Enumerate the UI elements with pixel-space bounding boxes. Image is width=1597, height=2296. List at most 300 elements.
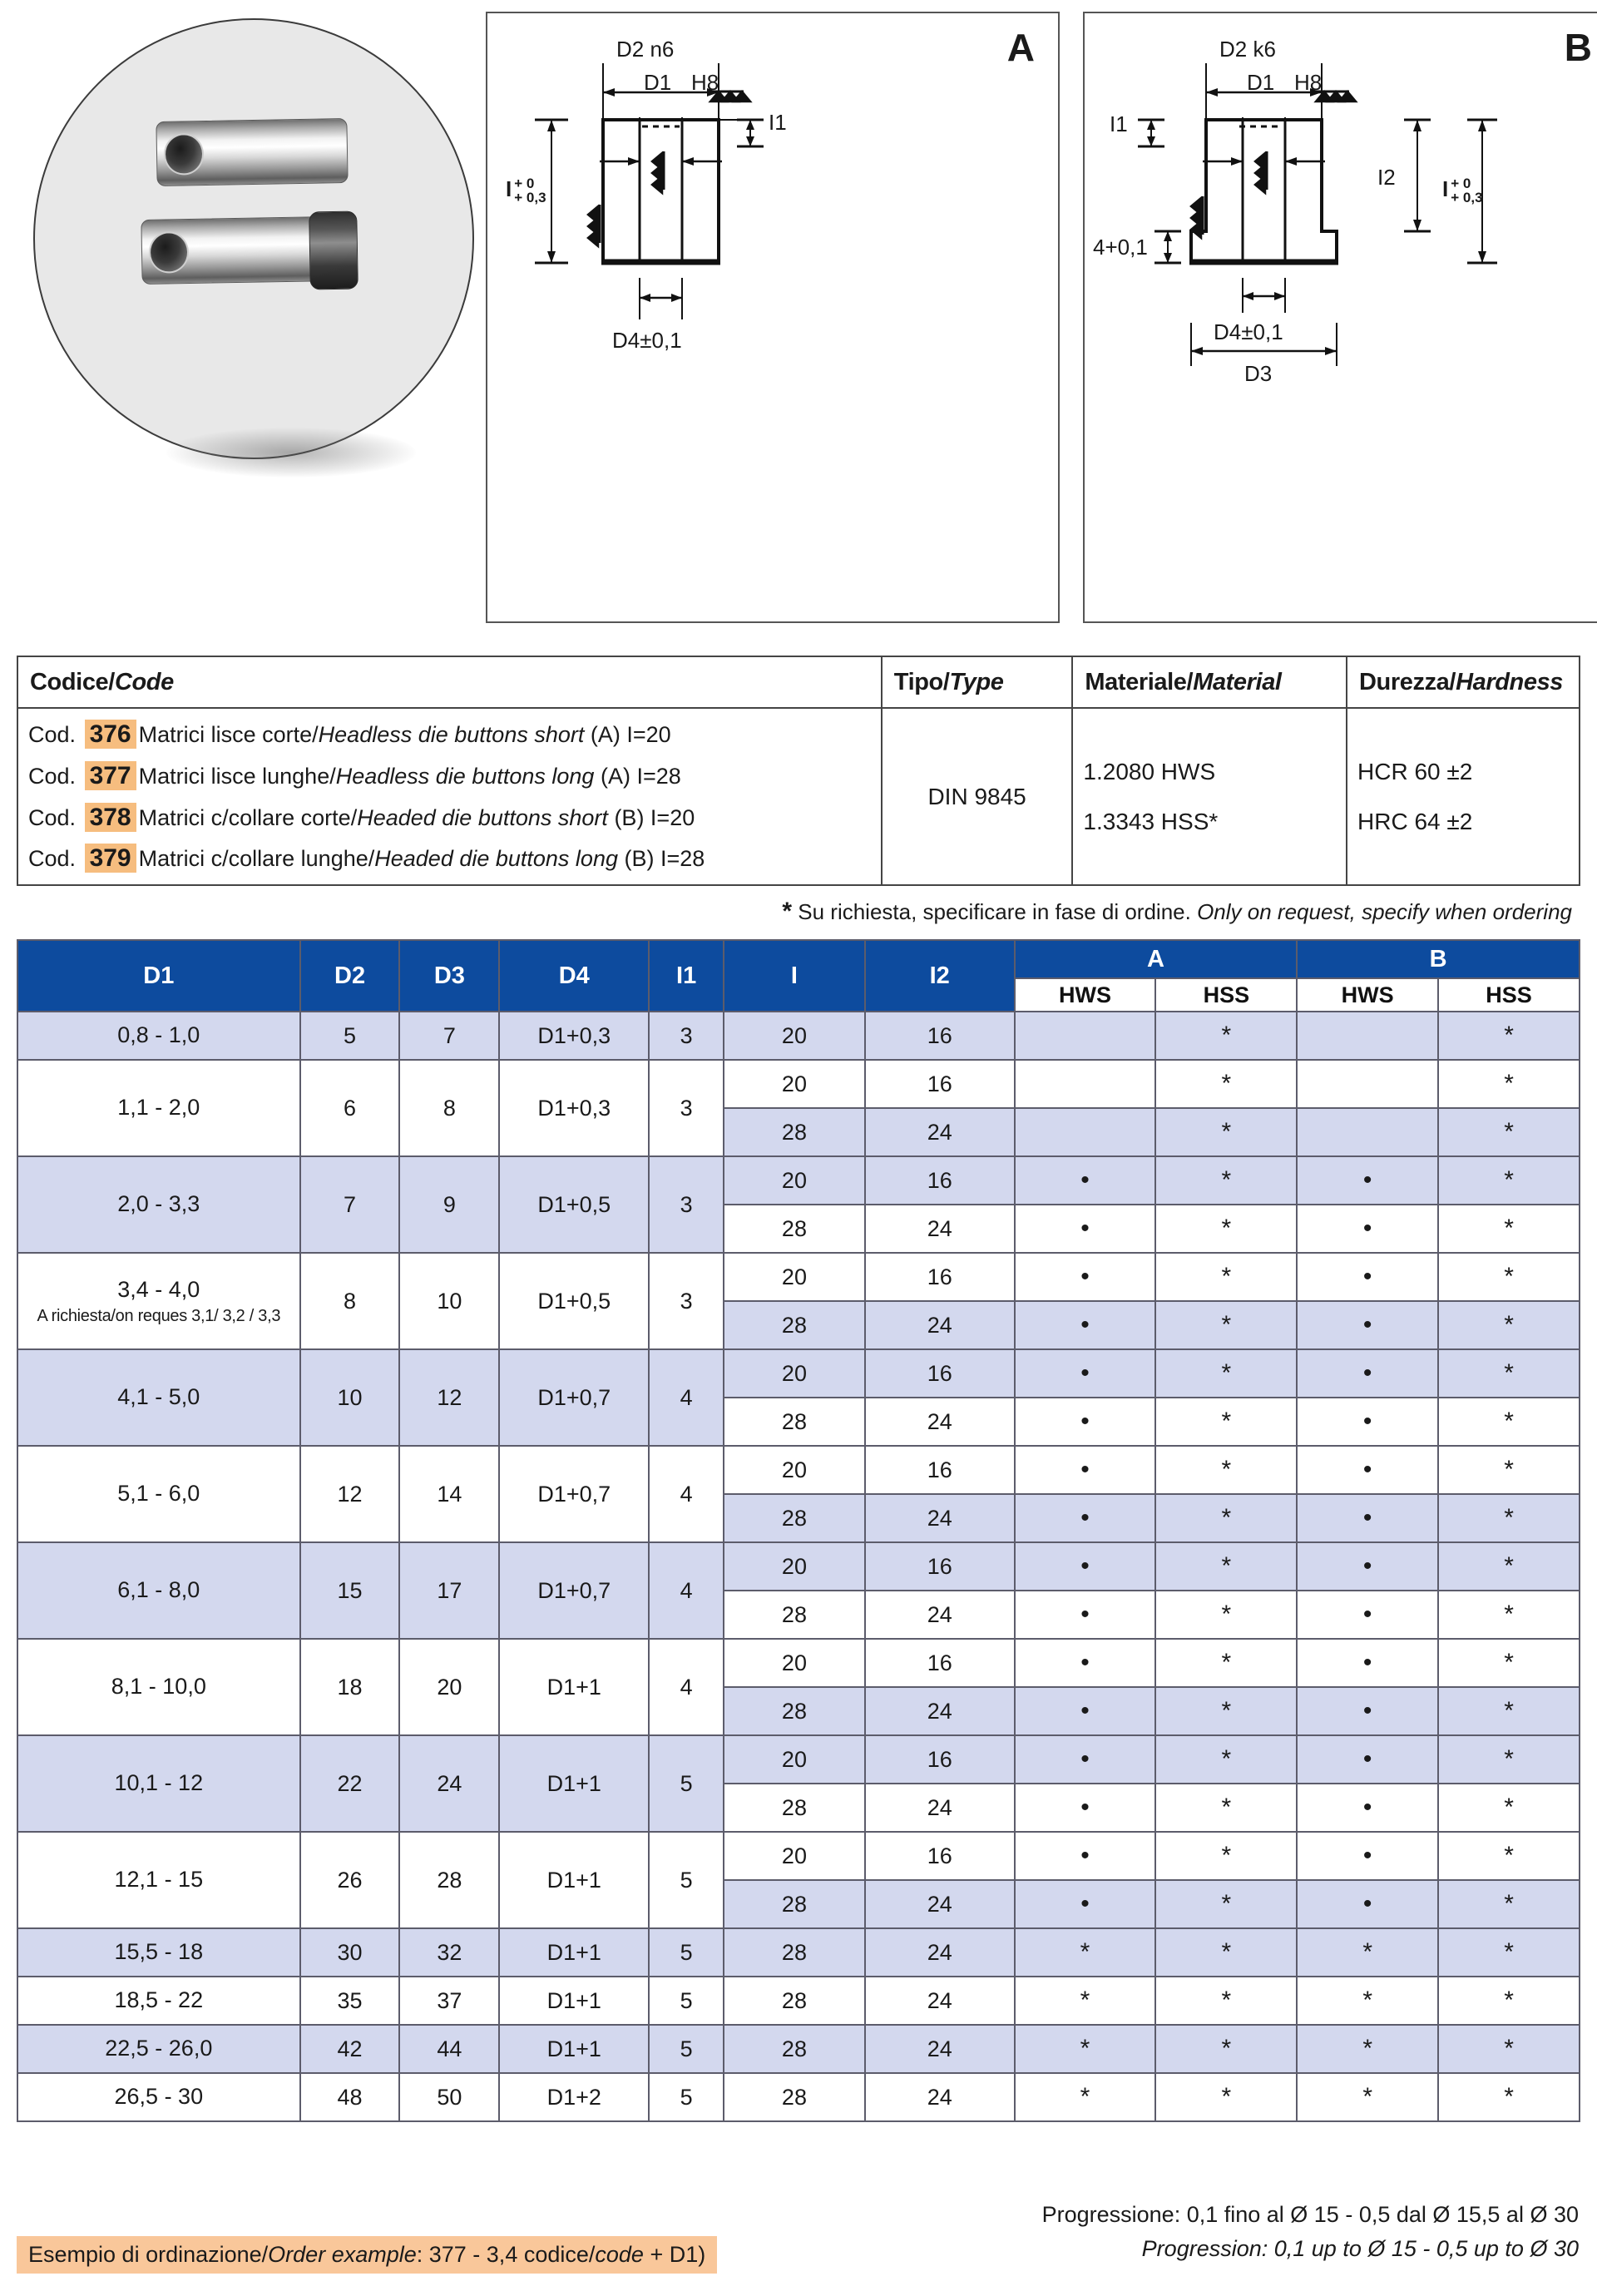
progression-note	[1042, 2198, 1579, 2265]
on-request-star-icon: *	[1362, 1937, 1372, 1966]
cell-b-hss	[1438, 1398, 1580, 1446]
cell-d1	[17, 1639, 300, 1735]
cell-d3: 8	[399, 1060, 499, 1156]
drawing-a-label-d4: D4±0,1	[612, 328, 682, 353]
drawing-a-label-i1: I1	[769, 110, 787, 135]
available-dot-icon: •	[1080, 1310, 1090, 1339]
cell-a-hws	[1015, 1542, 1156, 1591]
cell-d1	[17, 1832, 300, 1928]
table-row	[17, 1156, 1580, 1205]
on-request-star-icon: *	[1221, 1551, 1232, 1580]
on-request-star-icon: *	[1504, 1165, 1514, 1194]
cell-a-hws	[1015, 1398, 1156, 1446]
header-material-en: Material	[1193, 668, 1282, 695]
material-value-cell	[1072, 708, 1347, 885]
header-code-en: Code	[114, 668, 174, 695]
on-request-star-icon: *	[1221, 1503, 1232, 1531]
cell-a-hss	[1155, 1928, 1297, 1977]
on-request-star-icon: *	[1221, 1937, 1232, 1966]
on-request-star-icon: *	[1221, 1262, 1232, 1290]
cell-d3: 10	[399, 1253, 499, 1349]
cell-d2: 26	[300, 1832, 400, 1928]
header-type-en: Type	[949, 668, 1004, 695]
drawing-a-label-length	[506, 176, 546, 205]
cell-d1	[17, 1928, 300, 1977]
d1-range: 8,1 - 10,0	[111, 1674, 206, 1700]
cell-b-hws	[1297, 1446, 1438, 1494]
d1-range: 5,1 - 6,0	[117, 1481, 200, 1507]
cell-i2: 24	[865, 1880, 1015, 1928]
table-row	[17, 1977, 1580, 2025]
available-dot-icon: •	[1362, 1358, 1372, 1387]
cell-d3: 37	[399, 1977, 499, 2025]
drawing-b-length-letter: I	[1442, 176, 1449, 202]
cell-a-hss	[1155, 1687, 1297, 1735]
cell-d3: 44	[399, 2025, 499, 2073]
cell-b-hws	[1297, 1253, 1438, 1301]
code-number-badge: 377	[85, 761, 136, 790]
hardness-line-2: HRC 64 ±2	[1357, 808, 1473, 834]
cell-a-hss	[1155, 2073, 1297, 2121]
on-request-star-icon: *	[1504, 1407, 1514, 1435]
cell-a-hss	[1155, 1205, 1297, 1253]
d1-range: 3,4 - 4,0	[117, 1276, 200, 1302]
available-dot-icon: •	[1080, 1165, 1090, 1194]
cell-a-hss	[1155, 1735, 1297, 1784]
cell-b-hss	[1438, 1446, 1580, 1494]
asterisk-marker: *	[782, 898, 793, 926]
available-dot-icon: •	[1080, 1214, 1090, 1242]
on-request-star-icon: *	[1221, 1407, 1232, 1435]
on-request-star-icon: *	[1362, 2034, 1372, 2062]
cell-i1: 5	[649, 1832, 724, 1928]
cell-d1	[17, 1735, 300, 1832]
code-number-badge: 379	[85, 844, 136, 873]
d1-range: 12,1 - 15	[114, 1867, 204, 1893]
cell-d2: 10	[300, 1349, 400, 1446]
cell-i: 20	[724, 1735, 865, 1784]
available-dot-icon: •	[1362, 1696, 1372, 1724]
cell-a-hws	[1015, 1156, 1156, 1205]
cell-i2: 16	[865, 1060, 1015, 1108]
available-dot-icon: •	[1362, 1551, 1372, 1580]
code-prefix: Cod.	[28, 722, 77, 747]
code-desc-it: Matrici lisce lunghe/	[138, 763, 336, 789]
cell-a-hws	[1015, 1253, 1156, 1301]
code-number-badge: 376	[85, 720, 136, 749]
dimensions-table-body	[17, 1012, 1580, 2121]
d1-note: A richiesta/on reques 3,1/ 3,2 / 3,3	[37, 1306, 281, 1325]
cell-i2: 24	[865, 1494, 1015, 1542]
code-table-body-row	[17, 708, 1580, 885]
cell-i: 28	[724, 1108, 865, 1156]
cell-a-hss	[1155, 1060, 1297, 1108]
cell-i: 28	[724, 1880, 865, 1928]
cell-b-hss	[1438, 1880, 1580, 1928]
cell-i: 20	[724, 1542, 865, 1591]
cell-a-hws	[1015, 1832, 1156, 1880]
dimensions-table	[17, 939, 1580, 2122]
code-suffix: (A) I=28	[600, 763, 681, 789]
cell-i: 28	[724, 1398, 865, 1446]
order-example-code-word: code	[595, 2242, 644, 2267]
on-request-star-icon: *	[1221, 1358, 1232, 1387]
cell-b-hws	[1297, 1880, 1438, 1928]
cell-i2: 24	[865, 1108, 1015, 1156]
cell-a-hws	[1015, 1880, 1156, 1928]
cell-a-hws	[1015, 1735, 1156, 1784]
code-suffix: (A) I=20	[590, 722, 671, 747]
on-request-star-icon: *	[1080, 1986, 1090, 2014]
cell-d4: D1+0,3	[499, 1060, 649, 1156]
page-footer	[0, 2186, 1597, 2286]
cell-b-hws	[1297, 1832, 1438, 1880]
drawing-b-label-d4: D4±0,1	[1214, 319, 1283, 344]
material-line-1: 1.2080 HWS	[1083, 758, 1216, 784]
top-illustrations-row	[0, 0, 1597, 641]
cell-i2: 24	[865, 1928, 1015, 1977]
on-request-star-icon: *	[1221, 1793, 1232, 1821]
cell-i: 20	[724, 1060, 865, 1108]
cell-i1: 5	[649, 2073, 724, 2121]
on-request-star-icon: *	[1080, 2082, 1090, 2110]
on-request-star-icon: *	[1504, 1986, 1514, 2014]
cell-i: 28	[724, 1977, 865, 2025]
cell-d4: D1+1	[499, 2025, 649, 2073]
cell-b-hss	[1438, 1687, 1580, 1735]
cell-i: 28	[724, 2025, 865, 2073]
drawing-b-label-i1: I1	[1110, 111, 1128, 136]
on-request-star-icon: *	[1362, 1986, 1372, 2014]
cell-b-hss	[1438, 1060, 1580, 1108]
cell-a-hws	[1015, 1446, 1156, 1494]
cell-a-hss	[1155, 1012, 1297, 1060]
cell-i1: 5	[649, 1928, 724, 1977]
cell-b-hss	[1438, 1253, 1580, 1301]
cell-b-hss	[1438, 1012, 1580, 1060]
col-header-i1: I1	[649, 940, 724, 1012]
available-dot-icon: •	[1362, 1262, 1372, 1290]
cell-b-hws	[1297, 1060, 1438, 1108]
d1-range: 26,5 - 30	[114, 2084, 204, 2110]
cell-b-hws	[1297, 2025, 1438, 2073]
table-row	[17, 2073, 1580, 2121]
cell-d2: 7	[300, 1156, 400, 1253]
on-request-star-icon: *	[1504, 1696, 1514, 1724]
progression-it: Progressione: 0,1 fino al Ø 15 - 0,5 dal Ø 15,5 al Ø 30	[1041, 2202, 1579, 2227]
col-header-b-hws: HWS	[1297, 978, 1438, 1012]
available-dot-icon: •	[1362, 1165, 1372, 1194]
cell-a-hws	[1015, 1349, 1156, 1398]
cell-i2: 24	[865, 1977, 1015, 2025]
available-dot-icon: •	[1080, 1600, 1090, 1628]
on-request-star-icon: *	[1504, 1021, 1514, 1049]
cell-b-hws	[1297, 1156, 1438, 1205]
available-dot-icon: •	[1080, 1744, 1090, 1773]
header-code-it: Codice/	[30, 668, 115, 695]
cell-b-hss	[1438, 1784, 1580, 1832]
table-row	[17, 1832, 1580, 1880]
available-dot-icon: •	[1080, 1793, 1090, 1821]
cell-i2: 24	[865, 1591, 1015, 1639]
cell-d3: 50	[399, 2073, 499, 2121]
cell-a-hws	[1015, 1928, 1156, 1977]
table-row	[17, 1060, 1580, 1108]
code-specification-table	[17, 656, 1580, 886]
cell-i2: 24	[865, 2073, 1015, 2121]
on-request-star-icon: *	[1221, 2082, 1232, 2110]
cell-d3: 20	[399, 1639, 499, 1735]
cell-i1: 5	[649, 2025, 724, 2073]
cell-a-hws	[1015, 2073, 1156, 2121]
code-table-header-row	[17, 656, 1580, 708]
on-request-star-icon: *	[1221, 1696, 1232, 1724]
cell-d2: 42	[300, 2025, 400, 2073]
cell-a-hws	[1015, 1205, 1156, 1253]
available-dot-icon: •	[1080, 1889, 1090, 1917]
on-request-star-icon: *	[1080, 1937, 1090, 1966]
cell-a-hss	[1155, 1542, 1297, 1591]
cell-b-hss	[1438, 1156, 1580, 1205]
cell-b-hss	[1438, 1977, 1580, 2025]
order-example-tail: + D1)	[643, 2242, 706, 2267]
code-list-cell	[17, 708, 882, 885]
cell-a-hss	[1155, 1639, 1297, 1687]
cell-i: 20	[724, 1156, 865, 1205]
cell-d1	[17, 1542, 300, 1639]
drawing-a-length-letter: I	[506, 176, 512, 202]
code-prefix: Cod.	[28, 763, 77, 789]
on-request-star-icon: *	[1504, 2082, 1514, 2110]
note-text-it: Su richiesta, specificare in fase di ordine.	[798, 899, 1191, 925]
cell-b-hws	[1297, 2073, 1438, 2121]
dimensions-table-header-top	[17, 940, 1580, 978]
on-request-star-icon: *	[1221, 1069, 1232, 1097]
available-dot-icon: •	[1362, 1455, 1372, 1483]
technical-drawing-b	[1083, 12, 1597, 623]
drawing-b-label-length	[1442, 176, 1483, 205]
drawing-b-label-collar-height: 4+0,1	[1093, 235, 1148, 260]
drawing-b-letter: B	[1564, 26, 1592, 69]
cell-d4: D1+0,7	[499, 1349, 649, 1446]
on-request-star-icon: *	[1221, 1455, 1232, 1483]
on-request-star-icon: *	[1504, 1358, 1514, 1387]
col-header-group-b: B	[1297, 940, 1580, 978]
on-request-star-icon: *	[1221, 1986, 1232, 2014]
cell-b-hws	[1297, 1591, 1438, 1639]
available-dot-icon: •	[1080, 1262, 1090, 1290]
cell-d2: 12	[300, 1446, 400, 1542]
progression-en: Progression: 0,1 up to Ø 15 - 0,5 up to Ø 30	[1141, 2235, 1579, 2261]
cell-i1: 5	[649, 1735, 724, 1832]
cell-a-hss	[1155, 2025, 1297, 2073]
cell-i2: 16	[865, 1156, 1015, 1205]
note-text-en: Only on request, specify when ordering	[1197, 899, 1572, 925]
cell-b-hss	[1438, 1349, 1580, 1398]
code-table-header-code	[17, 656, 882, 708]
cell-b-hws	[1297, 1928, 1438, 1977]
cell-b-hss	[1438, 1108, 1580, 1156]
on-request-star-icon: *	[1221, 1600, 1232, 1628]
drawing-b-tol-top: + 0	[1451, 176, 1471, 191]
cell-a-hss	[1155, 1301, 1297, 1349]
code-suffix: (B) I=28	[624, 846, 705, 872]
cell-a-hss	[1155, 1880, 1297, 1928]
cell-a-hss	[1155, 1108, 1297, 1156]
cell-i: 28	[724, 1494, 865, 1542]
cell-a-hws	[1015, 1977, 1156, 2025]
drawing-b-label-d1: D1	[1247, 70, 1275, 95]
cell-i2: 16	[865, 1542, 1015, 1591]
cell-b-hws	[1297, 1639, 1438, 1687]
product-photo	[17, 12, 482, 511]
table-row	[17, 1446, 1580, 1494]
available-dot-icon: •	[1362, 1407, 1372, 1435]
available-dot-icon: •	[1362, 1744, 1372, 1773]
cell-a-hss	[1155, 1784, 1297, 1832]
cell-i: 28	[724, 1784, 865, 1832]
die-button-headed-image	[141, 216, 333, 285]
cell-d3: 14	[399, 1446, 499, 1542]
cell-b-hws	[1297, 1012, 1438, 1060]
d1-range: 2,0 - 3,3	[117, 1191, 200, 1217]
code-desc-en: Headless die buttons long	[335, 763, 595, 789]
cell-i1: 3	[649, 1060, 724, 1156]
on-request-star-icon: *	[1504, 1841, 1514, 1869]
cell-b-hws	[1297, 1735, 1438, 1784]
die-collar-image	[309, 211, 358, 290]
on-request-star-icon: *	[1221, 1117, 1232, 1146]
cell-i2: 24	[865, 1301, 1015, 1349]
cell-i2: 16	[865, 1639, 1015, 1687]
d1-range: 15,5 - 18	[114, 1939, 204, 1965]
on-request-star-icon: *	[1504, 1889, 1514, 1917]
code-desc-it: Matrici c/collare lunghe/	[138, 846, 375, 872]
code-desc-en: Headed die buttons short	[357, 804, 608, 830]
cell-d4: D1+0,5	[499, 1156, 649, 1253]
cell-a-hws	[1015, 1060, 1156, 1108]
d1-range: 0,8 - 1,0	[117, 1022, 200, 1048]
table-row	[17, 1349, 1580, 1398]
cell-i: 20	[724, 1012, 865, 1060]
cell-i2: 24	[865, 1687, 1015, 1735]
available-dot-icon: •	[1362, 1214, 1372, 1242]
cell-i: 28	[724, 1928, 865, 1977]
cell-b-hws	[1297, 1301, 1438, 1349]
cell-b-hss	[1438, 2025, 1580, 2073]
cell-i2: 16	[865, 1832, 1015, 1880]
d1-range: 18,5 - 22	[114, 1987, 204, 2013]
drawing-a-label-d2: D2 n6	[616, 37, 675, 62]
cell-b-hws	[1297, 1494, 1438, 1542]
cell-d4: D1+1	[499, 1832, 649, 1928]
cell-d1	[17, 2025, 300, 2073]
cell-i: 20	[724, 1446, 865, 1494]
cell-i: 20	[724, 1253, 865, 1301]
on-request-star-icon: *	[1221, 1841, 1232, 1869]
cell-a-hss	[1155, 1349, 1297, 1398]
cell-a-hws	[1015, 1687, 1156, 1735]
cell-b-hws	[1297, 1687, 1438, 1735]
cell-i: 28	[724, 1205, 865, 1253]
cell-b-hss	[1438, 1928, 1580, 1977]
on-request-star-icon: *	[1221, 2034, 1232, 2062]
on-request-star-icon: *	[1504, 1744, 1514, 1773]
drawing-b-tol-bottom: + 0,3	[1451, 190, 1483, 206]
on-request-star-icon: *	[1080, 2034, 1090, 2062]
col-header-i2: I2	[865, 940, 1015, 1012]
cell-i: 28	[724, 1301, 865, 1349]
table-row	[17, 1253, 1580, 1301]
on-request-star-icon: *	[1221, 1214, 1232, 1242]
cell-a-hss	[1155, 1832, 1297, 1880]
available-dot-icon: •	[1362, 1793, 1372, 1821]
cell-i1: 3	[649, 1156, 724, 1253]
drawing-a-tol-top: + 0	[514, 176, 535, 191]
cell-i: 20	[724, 1832, 865, 1880]
cell-d2: 35	[300, 1977, 400, 2025]
on-request-star-icon: *	[1504, 1214, 1514, 1242]
on-request-star-icon: *	[1504, 1937, 1514, 1966]
cell-d3: 17	[399, 1542, 499, 1639]
code-prefix: Cod.	[28, 846, 77, 872]
drawing-a-svg	[487, 13, 1058, 621]
available-dot-icon: •	[1080, 1648, 1090, 1676]
hardness-value-cell	[1347, 708, 1580, 885]
cell-b-hss	[1438, 1735, 1580, 1784]
cell-a-hws	[1015, 1108, 1156, 1156]
on-request-star-icon: *	[1221, 1648, 1232, 1676]
header-material-it: Materiale/	[1085, 668, 1194, 695]
on-request-star-icon: *	[1504, 1262, 1514, 1290]
cell-b-hss	[1438, 2073, 1580, 2121]
cell-i: 28	[724, 1591, 865, 1639]
cell-d3: 7	[399, 1012, 499, 1060]
cell-d4: D1+0,7	[499, 1542, 649, 1639]
cell-a-hss	[1155, 1494, 1297, 1542]
cell-b-hss	[1438, 1639, 1580, 1687]
cell-d2: 6	[300, 1060, 400, 1156]
cell-d3: 24	[399, 1735, 499, 1832]
code-line-377	[28, 755, 871, 797]
col-header-d3: D3	[399, 940, 499, 1012]
order-example-value: : 377 - 3,4 codice/	[416, 2242, 596, 2267]
code-table-header-type	[882, 656, 1073, 708]
cell-i: 28	[724, 1687, 865, 1735]
cell-d1	[17, 1253, 300, 1349]
drawing-a-label-d1: D1	[644, 70, 672, 95]
on-request-star-icon: *	[1504, 1069, 1514, 1097]
code-line-376	[28, 714, 871, 755]
material-line-2: 1.3343 HSS*	[1083, 808, 1219, 834]
cell-d1	[17, 1156, 300, 1253]
col-header-a-hss: HSS	[1155, 978, 1297, 1012]
code-table-header-material	[1072, 656, 1347, 708]
col-header-group-a: A	[1015, 940, 1298, 978]
cell-b-hss	[1438, 1301, 1580, 1349]
order-example-label-en: Order example	[268, 2242, 417, 2267]
cell-b-hws	[1297, 1784, 1438, 1832]
cell-d3: 9	[399, 1156, 499, 1253]
code-desc-it: Matrici lisce corte/	[138, 722, 319, 747]
table-row	[17, 1735, 1580, 1784]
cell-d4: D1+1	[499, 1928, 649, 1977]
order-example-banner	[17, 2236, 717, 2274]
drawing-b-label-d3: D3	[1244, 361, 1273, 386]
cell-a-hss	[1155, 1398, 1297, 1446]
cell-i2: 16	[865, 1446, 1015, 1494]
code-line-379	[28, 838, 871, 879]
